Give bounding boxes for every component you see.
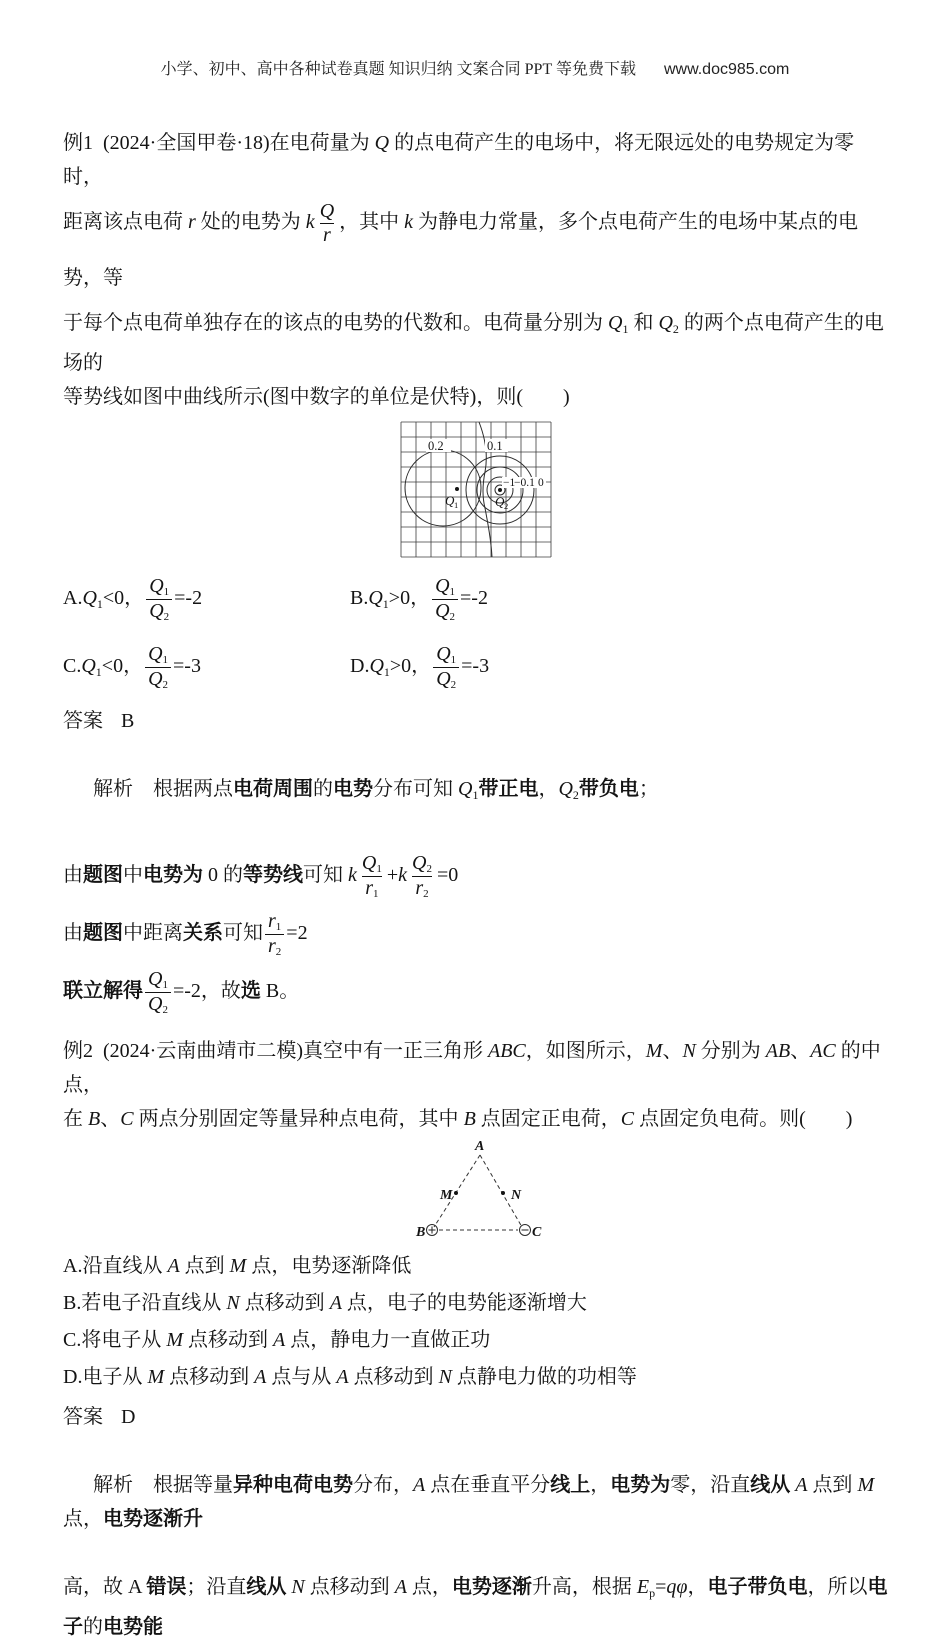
example1-analysis-2: 由题图中电势为 0 的等势线可知 k $\frac{Q1}{r1}$ +k $\frac{Q2}{r2}$ =0 (63, 852, 459, 900)
example1-analysis-4: 联立解得 $\frac{Q1}{Q2}$ =-2，故选 B。 (63, 968, 300, 1016)
example1-line-4: 等势线如图中曲线所示(图中数字的单位是伏特)，则( ) (63, 386, 570, 408)
point-m-dot (454, 1191, 458, 1195)
label-q1-sub: 1 (453, 500, 458, 510)
equipotential-figure (63, 420, 888, 560)
triangle-figure (63, 1138, 888, 1244)
label-minus1: −1 (502, 477, 515, 489)
page-header (0, 56, 950, 79)
label-q2-sub: 2 (503, 501, 508, 511)
example2-option-c: C.将电子从 M 点移动到 A 点，静电力一直做正功 (63, 1329, 491, 1351)
example1-line-3: 于每个点电荷单独存在的该点的电势的代数和。电荷量分别为 $Q_1$ 和 $Q_2$ 的两个点电荷产生的电场的 (63, 312, 884, 374)
example2-option-d: D.电子从 M 点移动到 A 点与从 A 点移动到 N 点静电力做的功相等 (63, 1366, 637, 1388)
example1-options (63, 570, 888, 700)
header-promo-text: 小学、初中、高中各种试卷真题 知识归纳 文案合同 PPT 等免费下载 (160, 61, 636, 78)
label-vertex-c: C (531, 1225, 541, 1240)
charge-q1-dot (455, 487, 459, 491)
equipotential-figure-svg (400, 420, 552, 560)
label-point-n: N (510, 1188, 521, 1203)
example1-option-b: $B.Q_1>0$， $\frac{Q1}{Q2}$ =-2 (350, 575, 488, 623)
grid-lines (401, 422, 551, 557)
charge-q2-dot (498, 488, 502, 492)
example1-analysis-3: 由题图中距离关系可知 $\frac{r1}{r2}$ =2 (63, 910, 308, 958)
label-0p2: 0.2 (427, 439, 444, 453)
answer-label: 答案 (63, 1406, 103, 1428)
header-site-url: www.doc985.com (663, 61, 790, 78)
example2-analysis-1 (63, 1434, 888, 1570)
example1-option-a: $A.Q_1<0$， $\frac{Q1}{Q2}$ =-2 (63, 575, 203, 623)
analysis-label: 解析 (93, 778, 133, 800)
analysis-label: 解析 (93, 1474, 133, 1496)
label-point-m: M (439, 1188, 452, 1203)
point-n-dot (501, 1191, 505, 1195)
answer-label: 答案 (63, 710, 103, 732)
example1-answer-line (63, 704, 888, 738)
example2-line-1: 例2 (2024·云南曲靖市二模)真空中有一正三角形 ABC，如图所示，M、N 分别为 AB、AC 的中点， (63, 1040, 881, 1096)
label-q2: Q (494, 494, 504, 509)
example1-line-2: 距离该点电荷 r 处的电势为 k $\frac{Q}{r}$ ，其中 k 为静电力常量，多个点电荷产生的电场中某点的电势，等 (63, 199, 859, 289)
example1-option-c: $C.Q_1<0$， $\frac{Q1}{Q2}$ =-3 (63, 643, 201, 691)
example2-analysis-2: 高，故 A 错误；沿直线从 N 点移动到 A 点，电势逐渐升高，根据 $E_p=q\varphi$，电子带负电，所以电子的电势能 (63, 1576, 888, 1638)
label-vertex-b: B (415, 1225, 425, 1240)
label-vertex-a: A (474, 1139, 484, 1154)
label-0p1: 0.1 (486, 439, 503, 453)
example1-analysis-1-text: 根据两点电荷周围的电势分布可知 $Q_1$带正电，$Q_2$带负电； (153, 778, 659, 802)
plus-icon (428, 1227, 435, 1234)
example1-line-1: 例1 (2024·全国甲卷·18)在电荷量为 Q 的点电荷产生的电场中，将无限远处的电势规定为零时， (63, 132, 855, 188)
example2-option-a: A.沿直线从 A 点到 M 点，电势逐渐降低 (63, 1255, 412, 1277)
label-minus0p1: −0.1 (513, 477, 535, 489)
example1-analysis-1 (63, 738, 888, 846)
example2-answer-line (63, 1400, 888, 1434)
triangle-figure-svg (401, 1138, 551, 1244)
label-0: 0 (537, 477, 544, 489)
example2-option-b: B.若电子沿直线从 N 点移动到 A 点，电子的电势能逐渐增大 (63, 1292, 587, 1314)
example1-option-d: $D.Q_1>0$， $\frac{Q1}{Q2}$ =-3 (350, 643, 490, 691)
answer-value: B (121, 710, 135, 732)
answer-value: D (121, 1406, 136, 1428)
example2-line-2: 在 B、C 两点分别固定等量异种点电荷，其中 B 点固定正电荷，C 点固定负电荷。则( ) (63, 1108, 853, 1130)
example2-analysis-1-text: 根据等量异种电荷电势分布，A 点在垂直平分线上，电势为零，沿直线从 A 点到 M 点，电势逐渐升 (63, 1474, 880, 1530)
content-area (63, 126, 888, 1644)
label-q1: Q (444, 493, 454, 508)
